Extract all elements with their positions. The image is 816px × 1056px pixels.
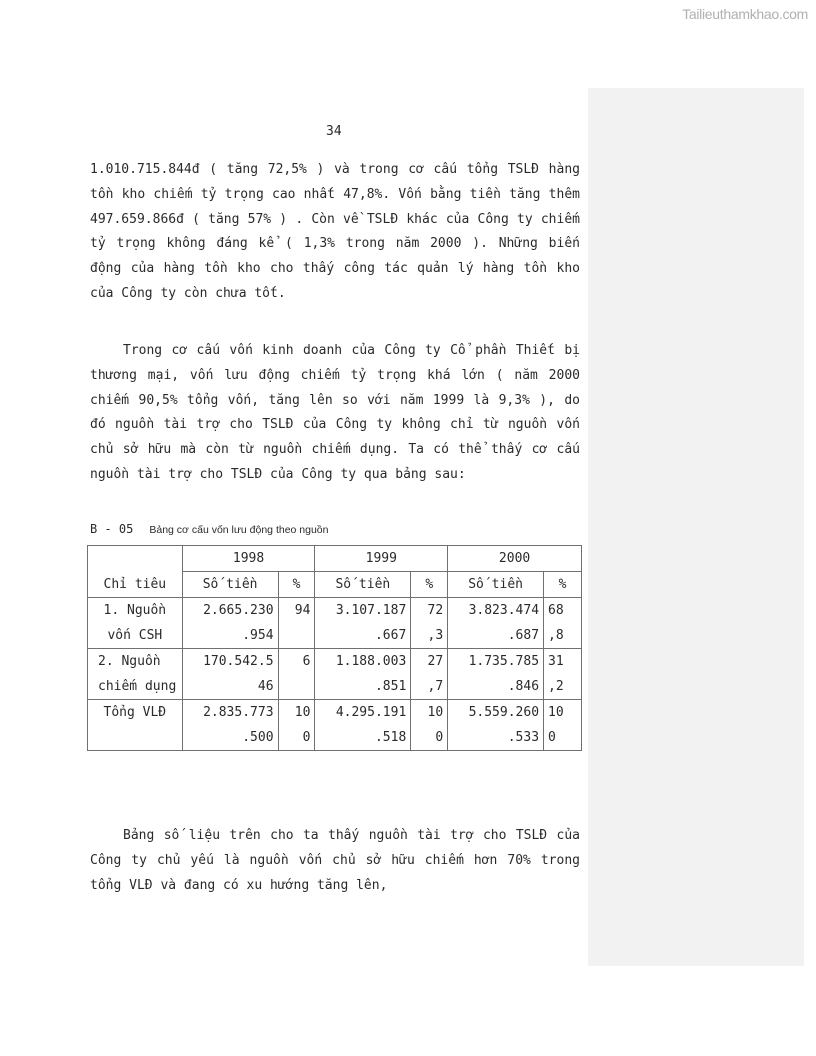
cell-amount: 3.107.187 .667 (315, 598, 411, 649)
header-row-years (88, 546, 582, 572)
cell-percent: 10 0 (278, 700, 315, 751)
cell-amount: 3.823.474 .687 (448, 598, 544, 649)
table-row (88, 649, 582, 700)
capital-structure-table (87, 545, 582, 751)
page-number: 34 (326, 124, 342, 139)
cell-amount: 1.188.003 .851 (315, 649, 411, 700)
table-caption (90, 522, 329, 536)
cell-percent: 72 ,3 (411, 598, 448, 649)
caption-code: B - 05 (90, 522, 134, 536)
cell-amount: 4.295.191 .518 (315, 700, 411, 751)
cell-percent: 10 0 (411, 700, 448, 751)
header-percent: % (411, 572, 448, 598)
row-label: Tổng VLĐ (88, 700, 183, 751)
header-year: 1998 (182, 546, 315, 572)
header-amount: Số tiền (315, 572, 411, 598)
paragraph-2: Trong cơ cấu vốn kinh doanh của Công ty Cổ phần Thiết bị thương mại, vốn lưu động chiếm tỷ trọng khá lớn ( năm 2000 chiếm 90,5% tổng vốn, tăng lên so với năm 1999 là 9,3% ), do đó nguồn tài trợ cho TSLĐ của Công ty không chỉ từ nguồn vốn chủ sở hữu mà còn từ nguồn chiếm dụng. Ta có thể thấy cơ cấu nguồn tài trợ cho TSLĐ của Công ty qua bảng sau: (90, 343, 580, 482)
side-panel (588, 88, 804, 966)
cell-percent: 94 (278, 598, 315, 649)
header-label: Chỉ tiêu (88, 546, 183, 598)
header-year: 1999 (315, 546, 448, 572)
cell-percent: 27 ,7 (411, 649, 448, 700)
cell-amount: 1.735.785 .846 (448, 649, 544, 700)
header-percent: % (544, 572, 582, 598)
cell-percent: 68 ,8 (544, 598, 582, 649)
table-row (88, 598, 582, 649)
header-amount: Số tiền (182, 572, 278, 598)
cell-percent: 10 0 (544, 700, 582, 751)
cell-amount: 170.542.5 46 (182, 649, 278, 700)
table-row (88, 700, 582, 751)
header-percent: % (278, 572, 315, 598)
paragraph-3: Bảng số liệu trên cho ta thấy nguồn tài trợ cho TSLĐ của Công ty chủ yếu là nguồn vốn chủ sở hữu chiếm hơn 70% trong tổng VLĐ và đang có xu hướng tăng lên, (90, 828, 580, 893)
header-amount: Số tiền (448, 572, 544, 598)
cell-amount: 2.835.773 .500 (182, 700, 278, 751)
cell-amount: 5.559.260 .533 (448, 700, 544, 751)
row-label: 1. Nguồn vốn CSH (88, 598, 183, 649)
header-year: 2000 (448, 546, 582, 572)
paragraph-1: 1.010.715.844đ ( tăng 72,5% ) và trong cơ cấu tổng TSLĐ hàng tồn kho chiếm tỷ trọng cao nhất 47,8%. Vốn bằng tiền tăng thêm 497.659.866đ ( tăng 57% ) . Còn về TSLĐ khác của Công ty chiếm tỷ trọng không đáng kể ( 1,3% trong năm 2000 ). Những biến động của hàng tồn kho cho thấy công tác quản lý hàng tồn kho của Công ty còn chưa tốt. (90, 162, 580, 301)
watermark: Tailieuthamkhao.com (682, 6, 808, 22)
cell-percent: 31 ,2 (544, 649, 582, 700)
row-label: 2. Nguồn chiếm dụng (88, 649, 183, 700)
cell-amount: 2.665.230 .954 (182, 598, 278, 649)
caption-title: Bảng cơ cấu vốn lưu động theo nguồn (149, 524, 329, 536)
cell-percent: 6 (278, 649, 315, 700)
